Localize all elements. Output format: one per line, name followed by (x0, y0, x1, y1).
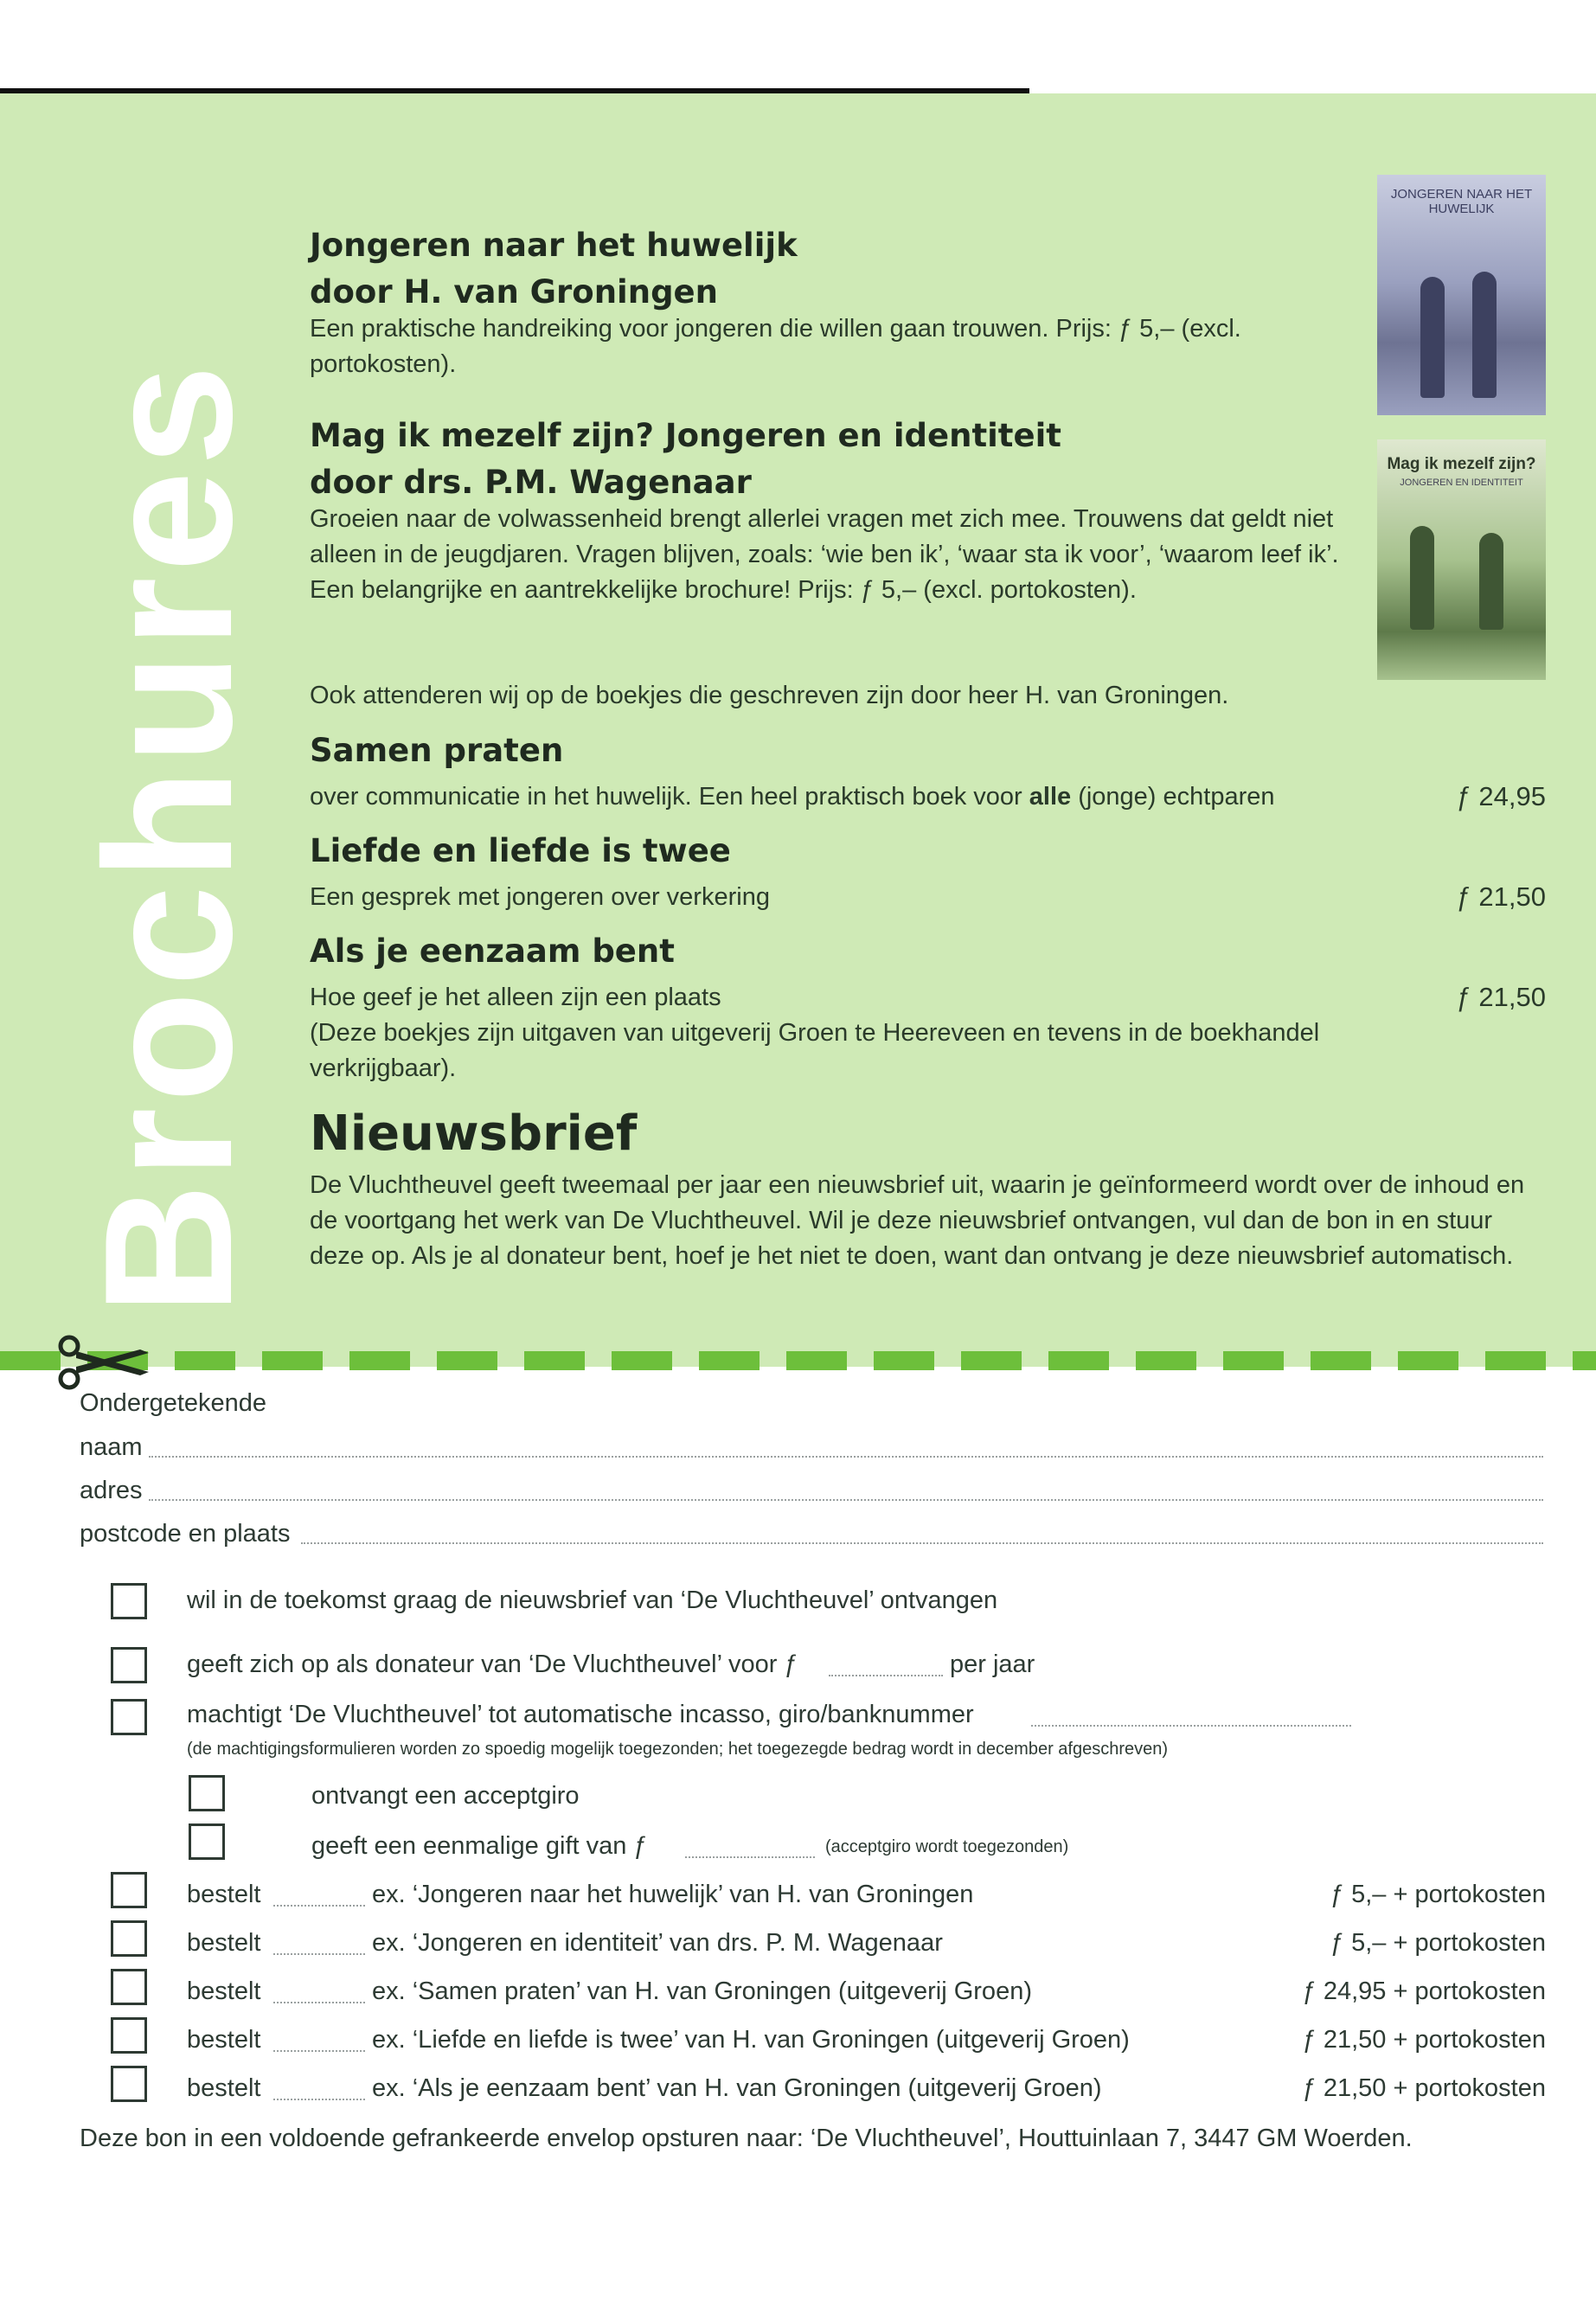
newsletter-title: Nieuwsbrief (310, 1106, 638, 1162)
book-cover-mag-ik-mezelf-zijn (1377, 439, 1546, 680)
figure-right (1472, 272, 1497, 398)
intro-text: Ook attenderen wij op de boekjes die geschreven zijn door heer H. van Groningen. (310, 682, 1229, 709)
donor-amount-field[interactable] (829, 1675, 943, 1676)
book-c-description: Hoe geef je het alleen zijn een plaats (310, 984, 721, 1011)
option-incasso: machtigt ‘De Vluchtheuvel’ tot automatische incasso, giro/banknummer (187, 1701, 974, 1728)
book-c-price: ƒ 21,50 (1456, 982, 1546, 1012)
book-a-description (310, 779, 1275, 815)
order-price: ƒ 21,50 + portokosten (1302, 2074, 1546, 2102)
order-price: ƒ 5,– + portokosten (1330, 1881, 1546, 1908)
cut-line (0, 1351, 1596, 1370)
option-donor: geeft zich op als donateur van ‘De Vluchtheuvel’ voor ƒ (187, 1650, 798, 1678)
brochure1-description: Een praktische handreiking voor jongeren die willen gaan trouwen. Prijs: ƒ 5,– (excl. portokosten). (310, 315, 1241, 378)
order-label: bestelt (187, 1929, 261, 1957)
order-checkbox[interactable] (111, 1872, 147, 1908)
account-number-field[interactable] (1031, 1725, 1351, 1727)
order-checkbox[interactable] (111, 2066, 147, 2102)
figure-right (1479, 533, 1503, 630)
order-checkbox[interactable] (111, 1969, 147, 2005)
donor-checkbox[interactable] (111, 1647, 147, 1683)
form-heading: Ondergetekende (80, 1389, 267, 1417)
order-quantity-field[interactable] (273, 2099, 365, 2100)
book-a-title: Samen praten (310, 732, 564, 769)
order-text: ex. ‘Samen praten’ van H. van Groningen (uitgeverij Groen) (372, 1977, 1032, 2005)
option-acceptgiro: ontvangt een acceptgiro (311, 1782, 580, 1810)
book-a-desc-pre: over communicatie in het huwelijk. Een heel praktisch boek voor (310, 783, 1029, 811)
figure-left (1410, 526, 1434, 630)
order-text: ex. ‘Jongeren en identiteit’ van drs. P. M. Wagenaar (372, 1929, 943, 1957)
book-a-desc-bold: alle (1029, 783, 1072, 811)
postcode-field[interactable] (301, 1542, 1543, 1544)
incasso-note: (de machtigingsformulieren worden zo spoedig mogelijk toegezonden; het toegezegde bedrag wordt in december afgeschreven) (187, 1740, 1169, 1759)
adres-field[interactable] (149, 1499, 1543, 1501)
order-label: bestelt (187, 1881, 261, 1908)
order-label: bestelt (187, 2026, 261, 2054)
gift-checkbox[interactable] (189, 1823, 225, 1860)
book-c-title: Als je eenzaam bent (310, 933, 675, 970)
order-price: ƒ 21,50 + portokosten (1302, 2026, 1546, 2054)
order-checkbox[interactable] (111, 1920, 147, 1957)
cover-title: JONGEREN NAAR HET HUWELIJK (1390, 187, 1533, 216)
option-donor-suffix: per jaar (950, 1650, 1035, 1678)
gift-amount-field[interactable] (685, 1856, 815, 1858)
brochure1-title: Jongeren naar het huwelijk (310, 227, 798, 264)
cover-title: Mag ik mezelf zijn? (1387, 455, 1536, 473)
order-quantity-field[interactable] (273, 1905, 365, 1907)
adres-label: adres (80, 1477, 143, 1504)
order-label: bestelt (187, 1977, 261, 2005)
brochure1-author: door H. van Groningen (310, 273, 718, 311)
incasso-checkbox[interactable] (111, 1699, 147, 1735)
book-cover-jongeren-naar-het-huwelijk (1377, 175, 1546, 415)
side-title: Brochures (67, 359, 270, 1315)
postcode-label: postcode en plaats (80, 1520, 291, 1548)
newsletter-checkbox[interactable] (111, 1583, 147, 1619)
acceptgiro-checkbox[interactable] (189, 1775, 225, 1811)
brochure2-author: door drs. P.M. Wagenaar (310, 464, 752, 501)
order-quantity-field[interactable] (273, 2050, 365, 2052)
newsletter-text: De Vluchtheuvel geeft tweemaal per jaar een nieuwsbrief uit, waarin je geïnformeerd wordt over de inhoud en de voortgang het werk van De Vluchtheuvel. Wil je deze nieuwsbrief ontvangen, vul dan de bon in en stuur deze op. Als je al donateur bent, hoef je het niet te doen, want dan ontvang je deze nieuwsbrief automatisch. (310, 1171, 1525, 1270)
order-text: ex. ‘Als je eenzaam bent’ van H. van Groningen (uitgeverij Groen) (372, 2074, 1102, 2102)
order-price: ƒ 24,95 + portokosten (1302, 1977, 1546, 2005)
book-b-description: Een gesprek met jongeren over verkering (310, 883, 770, 911)
naam-field[interactable] (149, 1456, 1543, 1458)
naam-label: naam (80, 1433, 143, 1461)
book-b-price: ƒ 21,50 (1456, 881, 1546, 912)
gift-note: (acceptgiro wordt toegezonden) (825, 1837, 1069, 1856)
book-c-note: (Deze boekjes zijn uitgaven van uitgeverij Groen te Heereveen en tevens in de boekhandel verkrijgbaar). (310, 1019, 1320, 1082)
order-text: ex. ‘Jongeren naar het huwelijk’ van H. van Groningen (372, 1881, 974, 1908)
order-checkbox[interactable] (111, 2017, 147, 2054)
order-label: bestelt (187, 2074, 261, 2102)
scissors-icon (54, 1332, 157, 1393)
form-footer: Deze bon in een voldoende gefrankeerde envelop opsturen naar: ‘De Vluchtheuvel’, Houttuinlaan 7, 3447 GM Woerden. (80, 2125, 1413, 2152)
order-quantity-field[interactable] (273, 2002, 365, 2003)
brochure2-description: Groeien naar de volwassenheid brengt allerlei vragen met zich mee. Trouwens dat geldt niet alleen in de jeugdjaren. Vragen blijven, zoals: ‘wie ben ik’, ‘waar sta ik voor’, ‘waarom leef ik’. Een belangrijke en aantrekkelijke brochure! Prijs: ƒ 5,– (excl. portokosten). (310, 505, 1339, 604)
figure-left (1420, 277, 1445, 398)
option-newsletter: wil in de toekomst graag de nieuwsbrief van ‘De Vluchtheuvel’ ontvangen (187, 1586, 998, 1614)
order-quantity-field[interactable] (273, 1953, 365, 1955)
book-a-desc-post: (jonge) echtparen (1071, 783, 1275, 811)
book-b-title: Liefde en liefde is twee (310, 832, 731, 869)
brochure2-title: Mag ik mezelf zijn? Jongeren en identiteit (310, 417, 1061, 454)
option-gift: geeft een eenmalige gift van ƒ (311, 1832, 648, 1860)
book-a-price: ƒ 24,95 (1456, 781, 1546, 811)
order-text: ex. ‘Liefde en liefde is twee’ van H. van Groningen (uitgeverij Groen) (372, 2026, 1130, 2054)
order-price: ƒ 5,– + portokosten (1330, 1929, 1546, 1957)
cover-subtitle: JONGEREN EN IDENTITEIT (1400, 478, 1523, 488)
